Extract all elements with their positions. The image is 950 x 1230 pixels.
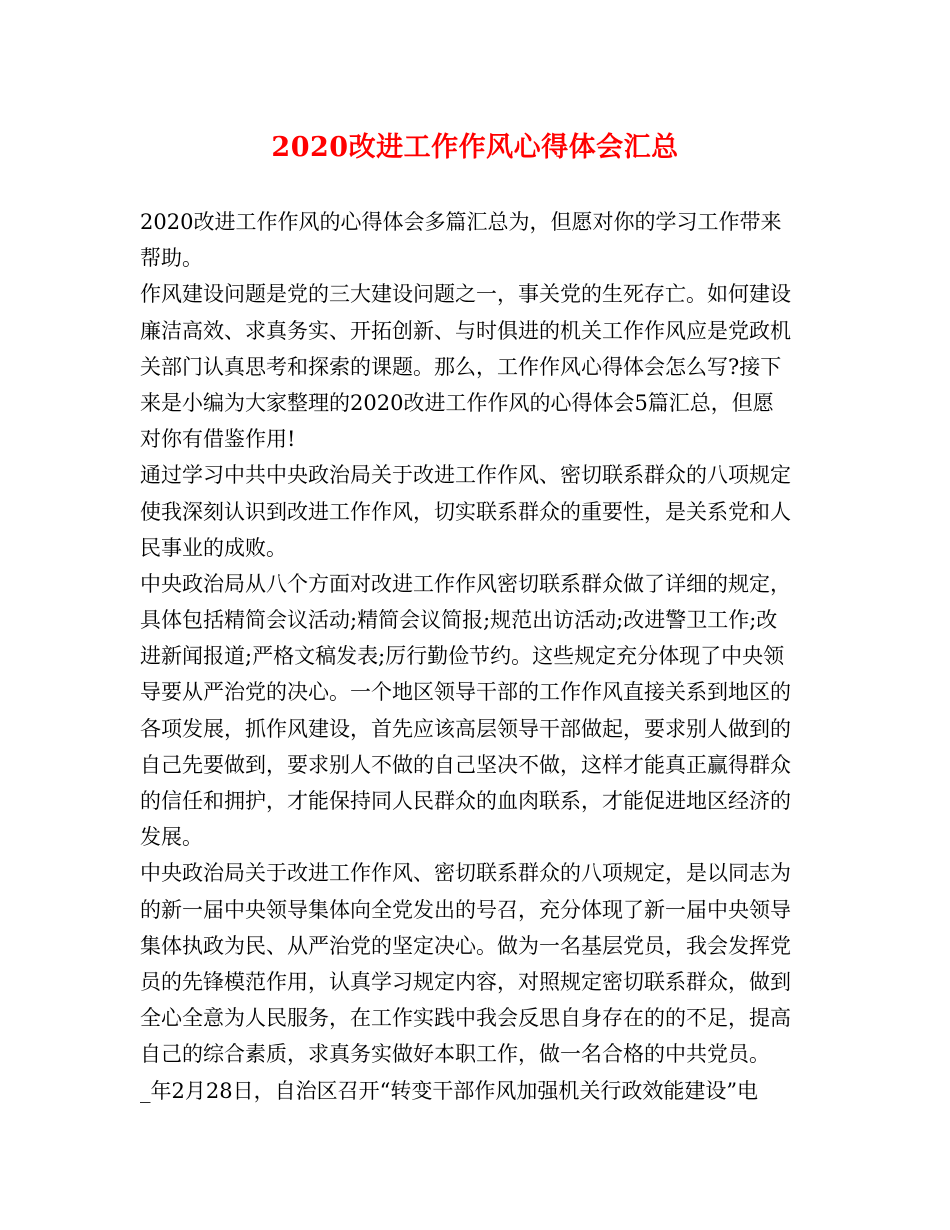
body-line: 自己的综合素质，求真务实做好本职工作，做一名合格的中共党员。 bbox=[140, 1042, 770, 1067]
body-line: 中央政治局从八个方面对改进工作作风密切联系群众做了详细的规定， bbox=[140, 571, 791, 596]
body-line: 的新一届中央领导集体向全党发出的号召，充分体现了新一届中央领导 bbox=[140, 897, 791, 922]
body-line: 全心全意为人民服务，在工作实践中我会反思自身存在的的不足，提高 bbox=[140, 1006, 791, 1031]
body-line: 自己先要做到，要求别人不做的自己坚决不做，这样才能真正赢得群众 bbox=[140, 752, 791, 777]
body-line: 通过学习中共中央政治局关于改进工作作风、密切联系群众的八项规定 bbox=[140, 463, 791, 488]
body-line: 具体包括精简会议活动;精简会议简报;规范出访活动;改进警卫工作;改 bbox=[140, 608, 778, 633]
body-line: 关部门认真思考和探索的课题。那么，工作作风心得体会怎么写?接下 bbox=[140, 354, 782, 379]
body-line: 来是小编为大家整理的2020改进工作作风的心得体会5篇汇总，但愿 bbox=[140, 390, 774, 415]
body-line: 对你有借鉴作用! bbox=[140, 427, 296, 452]
body-line: 各项发展，抓作风建设，首先应该高层领导干部做起，要求别人做到的 bbox=[140, 716, 791, 741]
body-line: 的信任和拥护，才能保持同人民群众的血肉联系，才能促进地区经济的 bbox=[140, 789, 791, 813]
body-line: 导要从严治党的决心。一个地区领导干部的工作作风直接关系到地区的 bbox=[140, 680, 791, 705]
body-line: 2020改进工作作风的心得体会多篇汇总为，但愿对你的学习工作带来 bbox=[140, 210, 782, 234]
body-line: 廉洁高效、求真务实、开拓创新、与时俱进的机关工作作风应是党政机 bbox=[140, 318, 791, 343]
body-line: 作风建设问题是党的三大建设问题之一，事关党的生死存亡。如何建设 bbox=[140, 282, 791, 307]
document-body bbox=[140, 204, 816, 1109]
body-line: 民事业的成败。 bbox=[140, 535, 287, 560]
body-line: 员的先锋模范作用，认真学习规定内容，对照规定密切联系群众，做到 bbox=[140, 969, 791, 994]
body-line: 中央政治局关于改进工作作风、密切联系群众的八项规定，是以同志为 bbox=[140, 861, 791, 886]
body-line: 使我深刻认识到改进工作作风，切实联系群众的重要性，是关系党和人 bbox=[140, 499, 791, 524]
body-line: 帮助。 bbox=[140, 246, 203, 271]
document-title: 2020改进工作作风心得体会汇总 bbox=[271, 132, 679, 163]
body-line: _年2月28日，自治区召开“转变干部作风加强机关行政效能建设”电 bbox=[140, 1078, 759, 1103]
body-line: 发展。 bbox=[140, 825, 203, 850]
body-line: 集体执政为民、从严治党的坚定决心。做为一名基层党员，我会发挥党 bbox=[140, 933, 791, 958]
body-line: 进新闻报道;严格文稿发表;厉行勤俭节约。这些规定充分体现了中央领 bbox=[140, 644, 785, 669]
